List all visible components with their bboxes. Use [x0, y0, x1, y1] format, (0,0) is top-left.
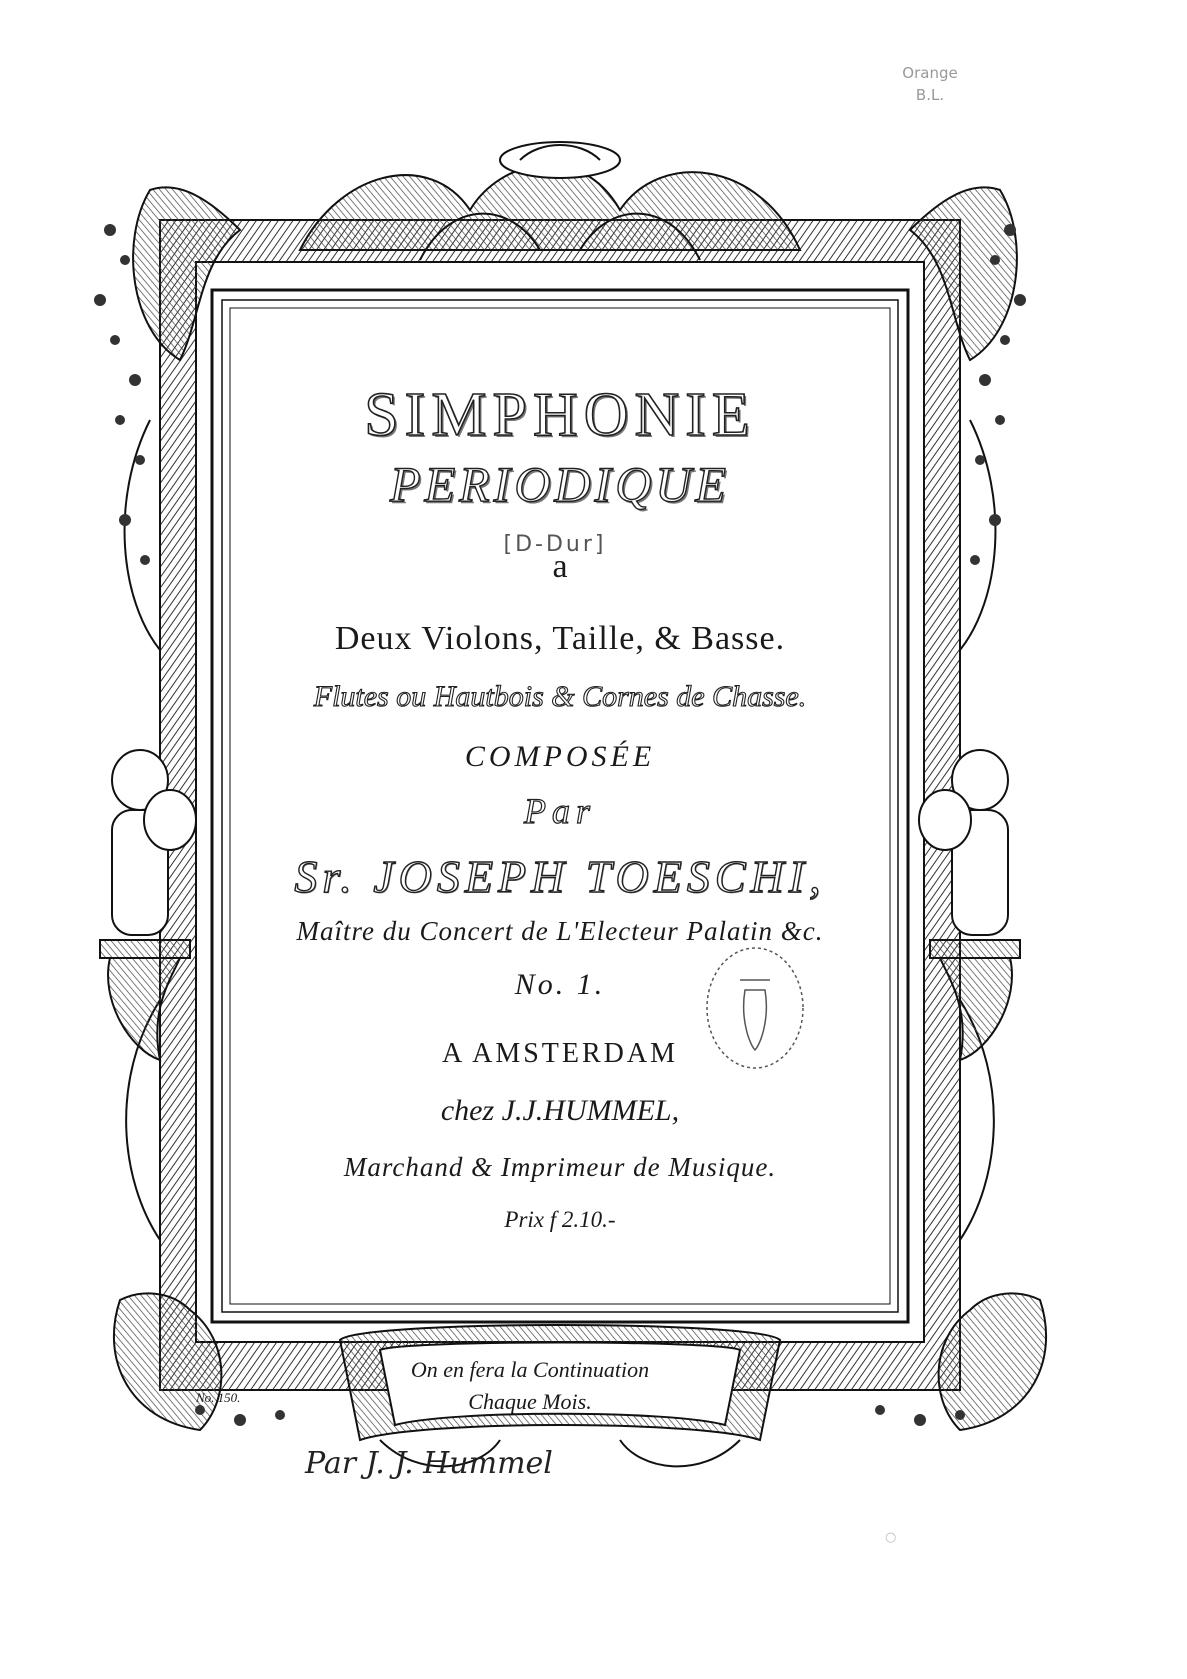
shelfmark-line: Orange	[902, 64, 958, 82]
price: Prix f 2.10.-	[504, 1207, 616, 1232]
work-title: SIMPHONIE	[364, 381, 756, 449]
publication-city: A AMSTERDAM	[441, 1038, 679, 1069]
shelfmark	[880, 62, 980, 106]
work-number: No. 1.	[514, 968, 606, 1001]
title-panel	[235, 320, 885, 1300]
wind-instruments: Flutes ou Hautbois & Cornes de Chasse.	[313, 680, 807, 713]
top-crest	[300, 142, 800, 260]
composer-role: Maître du Concert de L'Electeur Palatin &c.	[296, 916, 824, 946]
cartouche-line-1: On en fera la Continuation	[410, 1357, 650, 1382]
plate-number: No. 150.	[196, 1390, 241, 1405]
library-stamp-mark: ○	[885, 1530, 897, 1545]
instrumentation: Deux Violons, Taille, & Basse.	[334, 620, 786, 657]
handwritten-attribution: Par J. J. Hummel	[305, 1446, 553, 1481]
composer-name: Sr. JOSEPH TOESCHI,	[294, 851, 826, 902]
par-label: Par	[524, 791, 596, 831]
cartouche-line-2: Chaque Mois.	[468, 1389, 592, 1414]
preposition: a	[552, 548, 568, 585]
publisher-trade: Marchand & Imprimeur de Musique.	[343, 1152, 777, 1182]
work-subtitle: PERIODIQUE	[390, 456, 730, 512]
key-annotation: [D-Dur]	[503, 532, 607, 557]
shelfmark-line: B.L.	[915, 86, 945, 104]
publisher-name: chez J.J.HUMMEL,	[440, 1094, 680, 1127]
composed-label: COMPOSÉE	[464, 740, 656, 773]
